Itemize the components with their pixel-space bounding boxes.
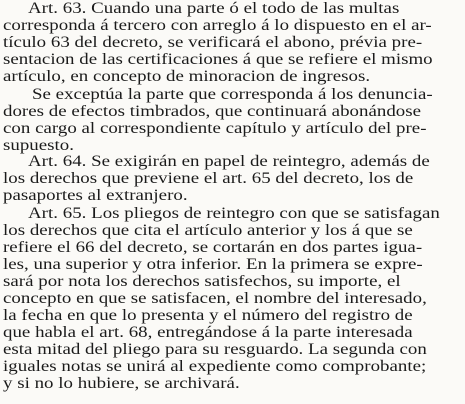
text-line-11: los derechos que previene el art. 65 del decreto, los de	[3, 170, 414, 187]
text-line-3: tículo 63 del decreto, se verificará el abono, prévia pre-	[3, 34, 423, 51]
text-line-17: sará por nota los derechos satisfechos, su importe, el	[3, 273, 401, 290]
text-line-15: refiere el 66 del decreto, se cortarán en dos partes igua-	[3, 239, 423, 256]
text-line-1: Art. 63. Cuando una parte ó el todo de las multas	[28, 0, 400, 17]
text-line-22: iguales notas se unirá al expediente como comprobante;	[3, 358, 427, 375]
text-line-18: concepto en que se satisfacen, el nombre del interesado,	[3, 290, 427, 307]
text-line-14: los derechos que cita el artículo anterior y los á que se	[3, 222, 413, 239]
text-line-12: pasaportes al extranjero.	[3, 187, 188, 204]
text-line-4: sentacion de las certificaciones á que se refiere el mismo	[3, 51, 433, 68]
text-line-7: dores de efectos timbrados, que continuará abonándose	[3, 103, 422, 120]
text-line-19: la fecha en que lo presenta y el número del registro de	[3, 307, 413, 324]
text-line-20: que habla el art. 68, entregándose á la parte interesada	[3, 324, 413, 341]
text-line-21: esta mitad del pliego para su resguardo. La segunda con	[3, 341, 427, 358]
text-line-16: les, una superior y otra inferior. En la primera se expre-	[3, 256, 423, 273]
text-line-10: Art. 64. Se exigirán en papel de reintegro, además de	[28, 153, 430, 170]
text-line-2: corresponda á tercero con arreglo á lo dispuesto en el ar-	[3, 17, 432, 34]
text-line-5: artículo, en concepto de minoracion de ingresos.	[3, 68, 371, 85]
text-line-8: con cargo al correspondiente capítulo y artículo del pre-	[3, 120, 427, 137]
text-line-9: supuesto.	[3, 137, 75, 154]
text-line-23: y si no lo hubiere, se archivará.	[3, 375, 240, 392]
text-line-6: Se exceptúa la parte que corresponda á los denuncia-	[32, 86, 433, 103]
text-line-13: Art. 65. Los pliegos de reintegro con que se satisfagan	[28, 205, 440, 222]
